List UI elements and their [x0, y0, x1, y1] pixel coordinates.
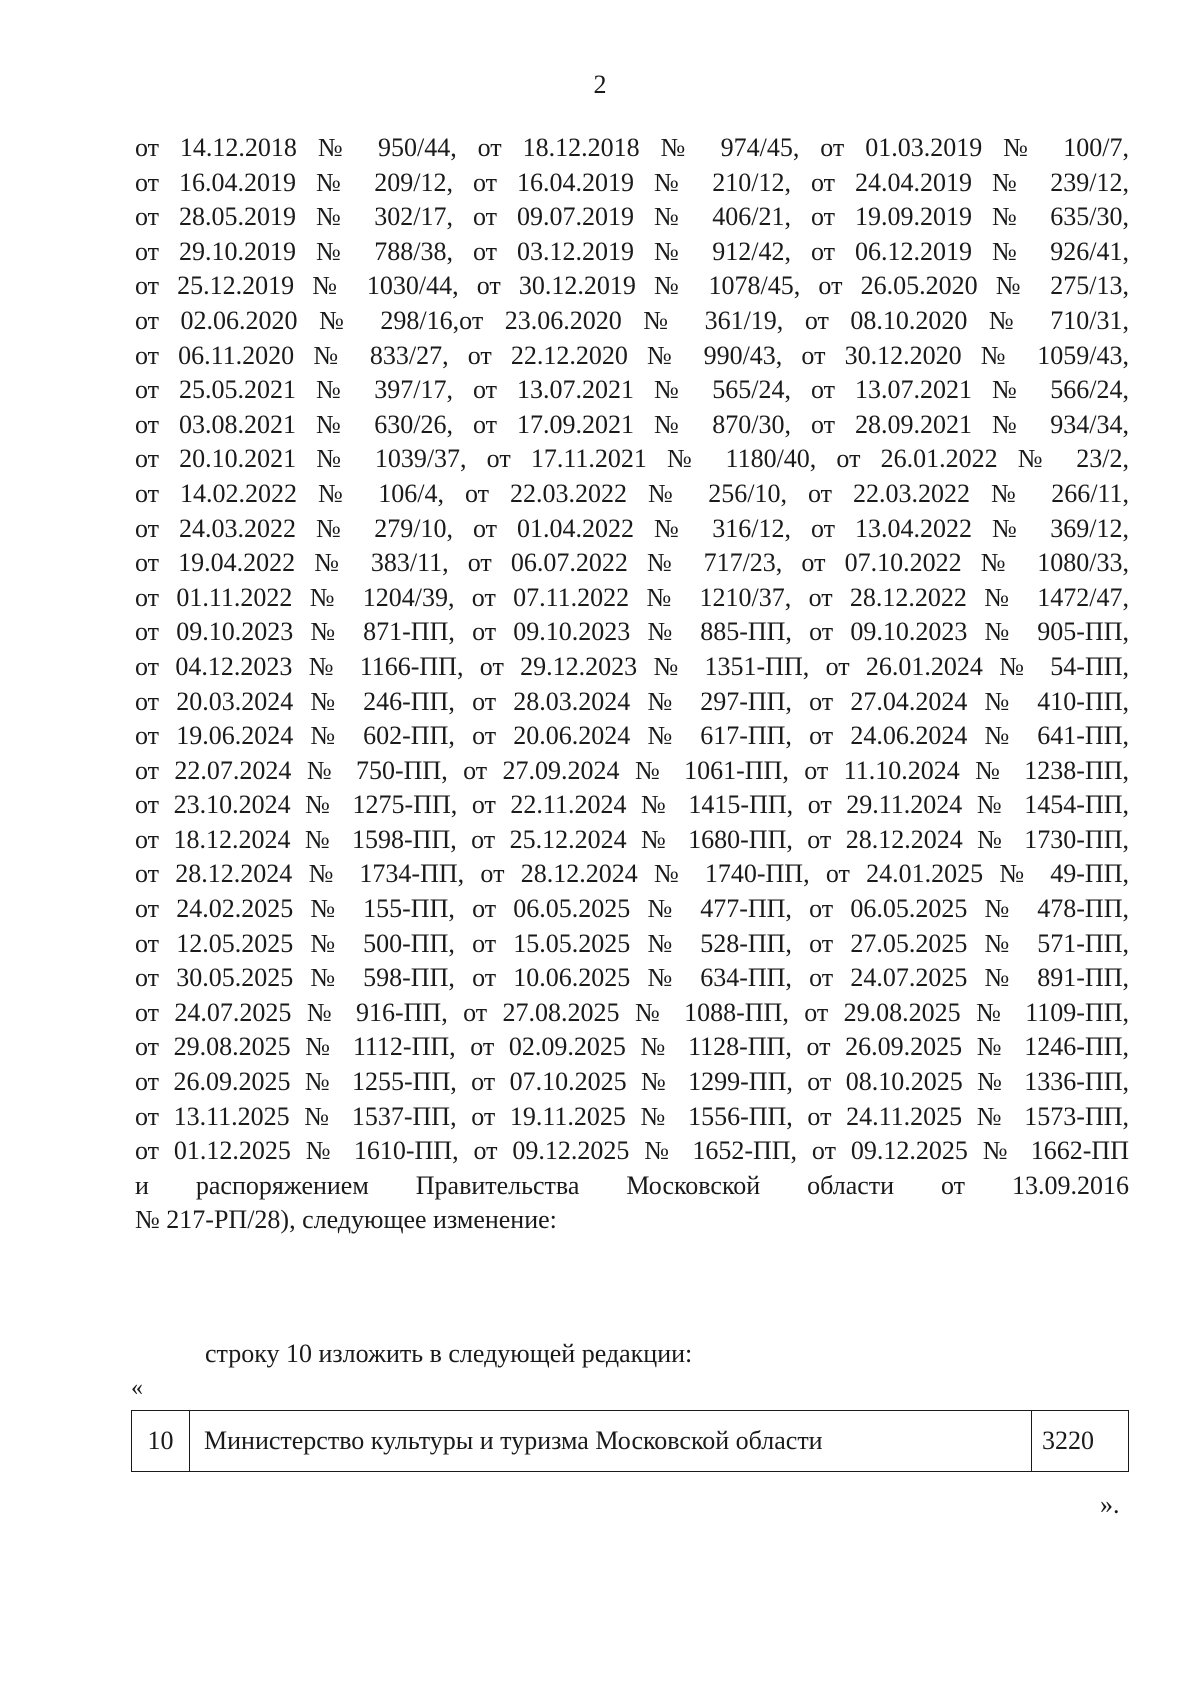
instruction-text: строку 10 изложить в следующей редакции:: [205, 1339, 693, 1368]
text-line: от 28.12.2024 № 1734-ПП, от 28.12.2024 № 1740-ПП, от 24.01.2025 № 49-ПП,: [135, 859, 1129, 889]
page-number: 2: [593, 70, 607, 99]
text-line: от 30.05.2025 № 598-ПП, от 10.06.2025 № 634-ПП, от 24.07.2025 № 891-ПП,: [135, 963, 1129, 993]
text-line: от 01.11.2022 № 1204/39, от 07.11.2022 № 1210/37, от 28.12.2022 № 1472/47,: [135, 582, 1129, 612]
text-line: от 14.12.2018 № 950/44, от 18.12.2018 № 974/45, от 01.03.2019 № 100/7,: [135, 133, 1129, 162]
text-line: от 03.08.2021 № 630/26, от 17.09.2021 № 870/30, от 28.09.2021 № 934/34,: [135, 409, 1129, 439]
text-line: от 29.08.2025 № 1112-ПП, от 02.09.2025 № 1128-ПП, от 26.09.2025 № 1246-ПП,: [135, 1032, 1129, 1062]
text-line: от 25.05.2021 № 397/17, от 13.07.2021 № 565/24, от 13.07.2021 № 566/24,: [135, 375, 1129, 405]
text-line: от 19.06.2024 № 602-ПП, от 20.06.2024 № 617-ПП, от 24.06.2024 № 641-ПП,: [135, 721, 1129, 751]
text-line: от 09.10.2023 № 871-ПП, от 09.10.2023 № 885-ПП, от 09.10.2023 № 905-ПП,: [135, 617, 1129, 647]
text-line: от 20.03.2024 № 246-ПП, от 28.03.2024 № 297-ПП, от 27.04.2024 № 410-ПП,: [135, 686, 1129, 716]
text-line: № 217-РП/28), следующее изменение:: [135, 1205, 557, 1235]
text-line: от 24.02.2025 № 155-ПП, от 06.05.2025 № 477-ПП, от 06.05.2025 № 478-ПП,: [135, 894, 1129, 924]
text-line: от 22.07.2024 № 750-ПП, от 27.09.2024 № 1061-ПП, от 11.10.2024 № 1238-ПП,: [135, 755, 1129, 785]
row-number-cell: 10: [132, 1411, 190, 1471]
closing-quote: ».: [1100, 1490, 1120, 1519]
ministry-name-cell: Министерство культуры и туризма Московской области: [190, 1411, 1032, 1471]
text-line: от 25.12.2019 № 1030/44, от 30.12.2019 № 1078/45, от 26.05.2020 № 275/13,: [135, 271, 1129, 301]
text-line: от 18.12.2024 № 1598-ПП, от 25.12.2024 № 1680-ПП, от 28.12.2024 № 1730-ПП,: [135, 824, 1129, 854]
code-cell: 3220: [1042, 1426, 1094, 1455]
text-line: от 16.04.2019 № 209/12, от 16.04.2019 № 210/12, от 24.04.2019 № 239/12,: [135, 167, 1129, 197]
body-text: [135, 131, 1129, 1238]
text-line: от 28.05.2019 № 302/17, от 09.07.2019 № 406/21, от 19.09.2019 № 635/30,: [135, 202, 1129, 232]
text-line: от 13.11.2025 № 1537-ПП, от 19.11.2025 № 1556-ПП, от 24.11.2025 № 1573-ПП,: [135, 1101, 1129, 1131]
opening-quote: «: [131, 1375, 143, 1401]
text-line: от 26.09.2025 № 1255-ПП, от 07.10.2025 № 1299-ПП, от 08.10.2025 № 1336-ПП,: [135, 1067, 1129, 1097]
amendment-table-row: [131, 1410, 1129, 1472]
text-line: и распоряжением Правительства Московской области от 13.09.2016: [135, 1170, 1129, 1200]
text-line: от 24.07.2025 № 916-ПП, от 27.08.2025 № 1088-ПП, от 29.08.2025 № 1109-ПП,: [135, 997, 1129, 1027]
text-line: от 12.05.2025 № 500-ПП, от 15.05.2025 № 528-ПП, от 27.05.2025 № 571-ПП,: [135, 928, 1129, 958]
text-line: от 19.04.2022 № 383/11, от 06.07.2022 № 717/23, от 07.10.2022 № 1080/33,: [135, 548, 1129, 578]
text-line: от 14.02.2022 № 106/4, от 22.03.2022 № 256/10, от 22.03.2022 № 266/11,: [135, 478, 1129, 508]
text-line: от 01.12.2025 № 1610-ПП, от 09.12.2025 № 1652-ПП, от 09.12.2025 № 1662-ПП: [135, 1136, 1129, 1166]
text-line: от 06.11.2020 № 833/27, от 22.12.2020 № 990/43, от 30.12.2020 № 1059/43,: [135, 340, 1129, 370]
text-line: от 04.12.2023 № 1166-ПП, от 29.12.2023 № 1351-ПП, от 26.01.2024 № 54-ПП,: [135, 651, 1129, 681]
text-line: от 24.03.2022 № 279/10, от 01.04.2022 № 316/12, от 13.04.2022 № 369/12,: [135, 513, 1129, 543]
text-line: от 20.10.2021 № 1039/37, от 17.11.2021 № 1180/40, от 26.01.2022 № 23/2,: [135, 444, 1129, 474]
text-line: от 23.10.2024 № 1275-ПП, от 22.11.2024 № 1415-ПП, от 29.11.2024 № 1454-ПП,: [135, 790, 1129, 820]
text-line: от 29.10.2019 № 788/38, от 03.12.2019 № 912/42, от 06.12.2019 № 926/41,: [135, 236, 1129, 266]
text-line: от 02.06.2020 № 298/16,от 23.06.2020 № 361/19, от 08.10.2020 № 710/31,: [135, 305, 1129, 335]
